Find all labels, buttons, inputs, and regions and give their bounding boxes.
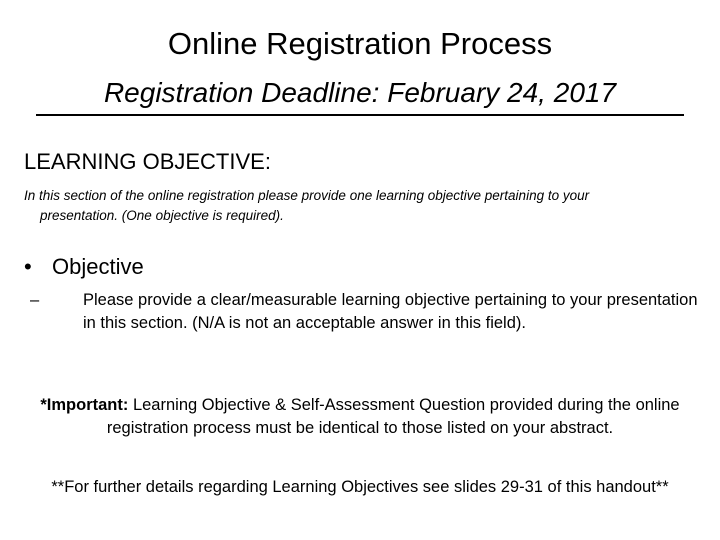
important-text: Learning Objective & Self-Assessment Question provided during the online registration process must be identical to those listed on your abstract. [106,396,680,437]
section-description-line-2: presentation. (One objective is required). [40,208,284,223]
objective-instructions: Please provide a clear/measurable learning objective pertaining to your presentation in this section. (N/A is not an acceptable answer in this field). [83,291,698,332]
title-divider [36,114,684,116]
further-details-note: **For further details regarding Learning Objectives see slides 29-31 of this handout** [51,478,669,496]
page-title: Online Registration Process [167,26,553,61]
section-description-line-1: In this section of the online registration please provide one learning objective pertaining to your [24,188,590,203]
important-note [16,394,704,440]
bullet-dot-icon: • [24,254,32,279]
registration-deadline: Registration Deadline: February 24, 2017 [103,77,617,108]
important-label: *Important: [40,396,129,414]
section-heading: LEARNING OBJECTIVE: [24,149,271,174]
section-description [24,186,704,226]
dash-bullet-icon: – [30,291,40,309]
objective-subbullet [30,289,700,335]
objective-bullet [24,253,144,281]
objective-bullet-label: Objective [52,254,144,279]
